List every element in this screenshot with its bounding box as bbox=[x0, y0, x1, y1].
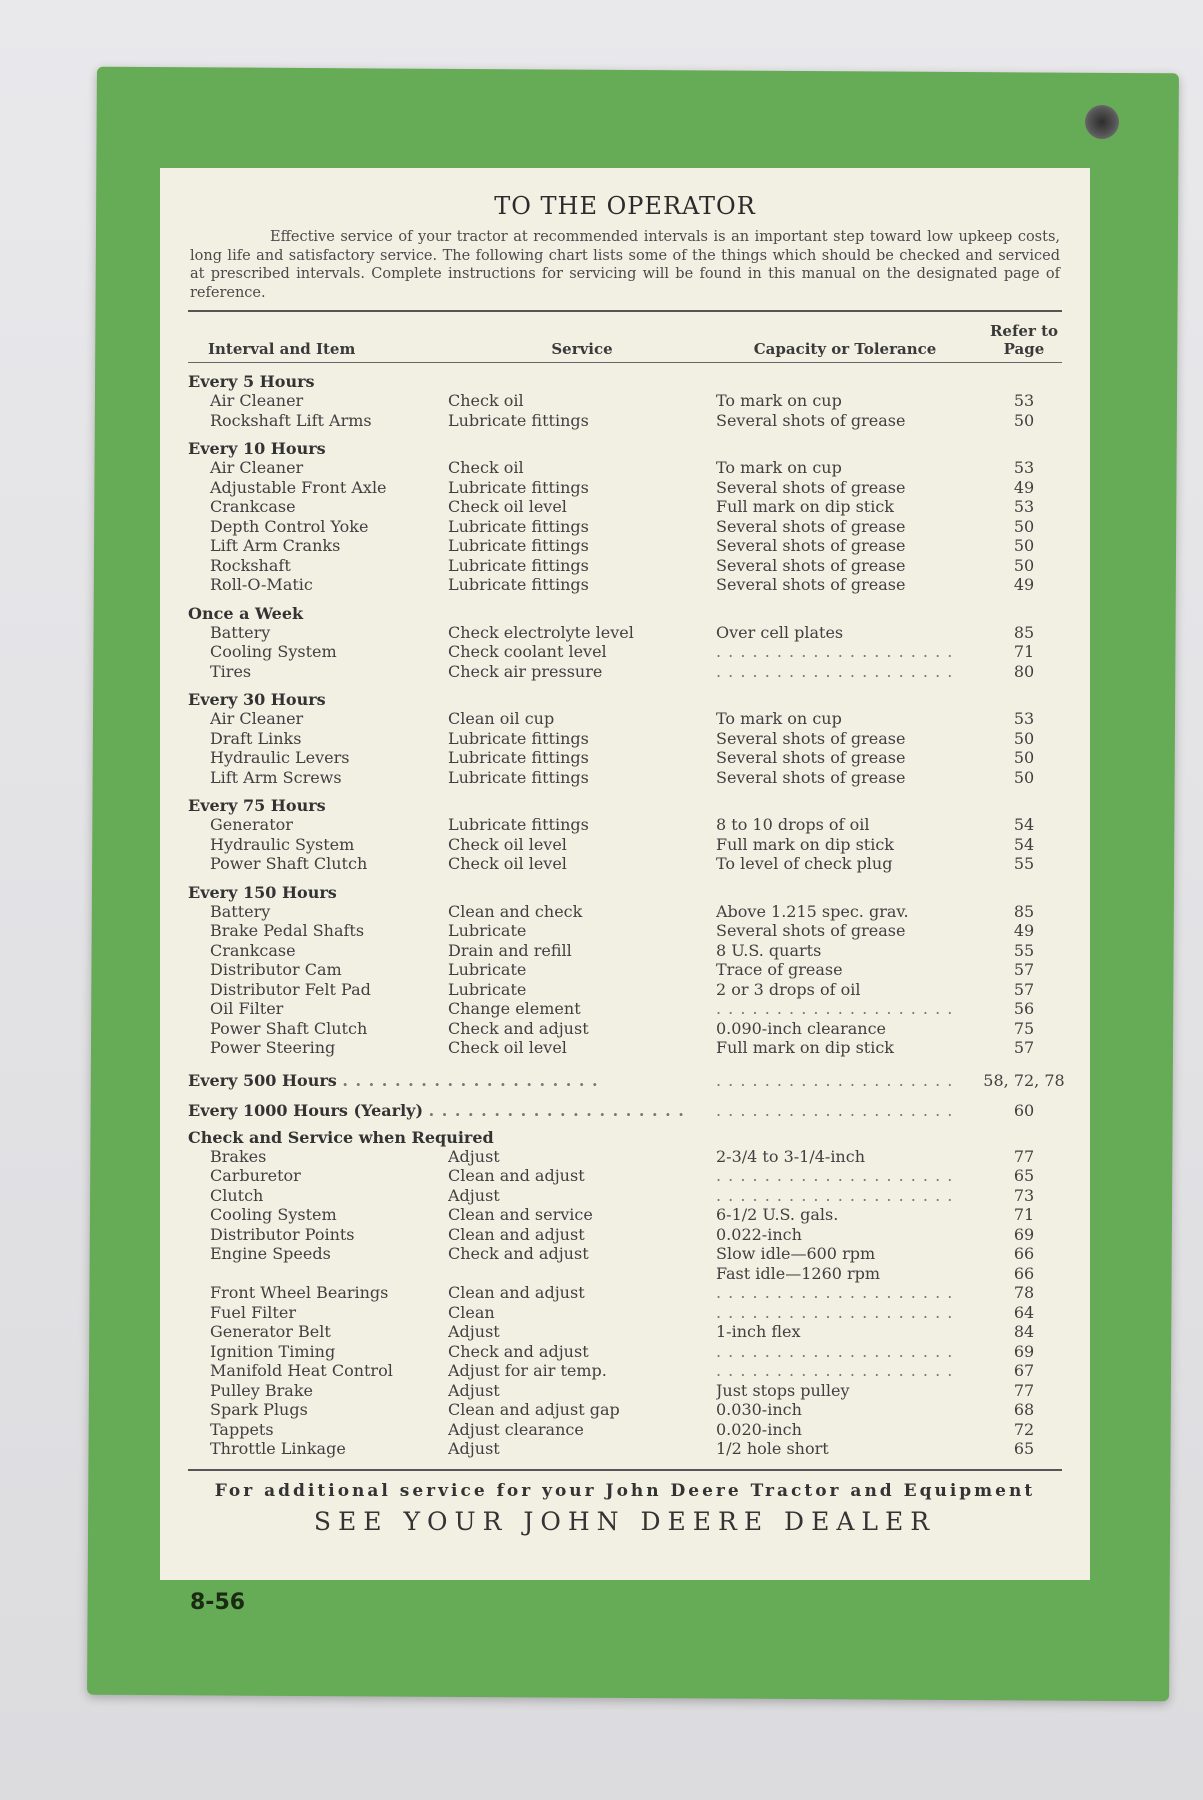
table-row bbox=[188, 1400, 1062, 1420]
every-1000-row bbox=[188, 1096, 1062, 1126]
table-row bbox=[188, 556, 1062, 576]
table-row bbox=[188, 835, 1062, 855]
row-item: Brake Pedal Shafts bbox=[210, 921, 365, 940]
table-row bbox=[188, 623, 1062, 643]
row-tolerance: To mark on cup bbox=[716, 458, 842, 477]
row-service: Drain and refill bbox=[448, 940, 572, 960]
every-1000-tolerance: . . . . . . . . . . . . . . . . . . . . bbox=[716, 1100, 954, 1120]
table-row bbox=[188, 642, 1062, 662]
row-service: Lubricate fittings bbox=[448, 555, 589, 575]
table-row bbox=[188, 1361, 1062, 1381]
row-item: Clutch bbox=[210, 1185, 264, 1205]
row-tolerance: Slow idle—600 rpm bbox=[716, 1244, 876, 1263]
row-service: Clean and adjust bbox=[448, 1166, 585, 1185]
table-row bbox=[188, 768, 1062, 788]
row-service: Clean and adjust gap bbox=[448, 1400, 620, 1419]
row-tolerance: 0.022-inch bbox=[716, 1224, 802, 1244]
table-row bbox=[188, 1381, 1062, 1401]
row-page: 77 bbox=[1013, 1380, 1035, 1400]
row-item: Generator bbox=[210, 815, 293, 834]
row-page: 50 bbox=[1013, 536, 1035, 555]
row-item: Rockshaft Lift Arms bbox=[210, 410, 372, 430]
every-500-label: Every 500 Hours . . . . . . . . . . . . . . . . . . . . bbox=[188, 1070, 599, 1090]
row-tolerance: Just stops pulley bbox=[716, 1380, 850, 1400]
table-row bbox=[188, 1186, 1062, 1206]
row-item: Front Wheel Bearings bbox=[210, 1283, 389, 1302]
table-row bbox=[188, 1038, 1062, 1058]
row-page: 71 bbox=[1013, 642, 1035, 661]
row-page: 53 bbox=[1013, 709, 1035, 728]
row-item: Lift Arm Screws bbox=[210, 767, 342, 787]
row-service: Check oil bbox=[448, 458, 524, 477]
row-item: Hydraulic Levers bbox=[210, 748, 350, 767]
row-service: Check oil level bbox=[448, 1038, 567, 1057]
row-tolerance: To mark on cup bbox=[716, 709, 842, 728]
row-tolerance: . . . . . . . . . . . . . . . . . . . . bbox=[716, 1185, 954, 1205]
row-item: Distributor Felt Pad bbox=[210, 979, 371, 999]
row-tolerance: 0.090-inch clearance bbox=[716, 1018, 886, 1038]
section-title: Every 5 Hours bbox=[188, 372, 315, 391]
row-service: Clean bbox=[448, 1302, 495, 1322]
header-page: Refer to Page bbox=[989, 322, 1059, 358]
row-service: Lubricate fittings bbox=[448, 748, 589, 767]
row-tolerance: 2-3/4 to 3-1/4-inch bbox=[716, 1146, 865, 1166]
table-row bbox=[188, 458, 1062, 478]
row-tolerance: 2 or 3 drops of oil bbox=[716, 979, 861, 999]
interval-section bbox=[188, 796, 1062, 874]
table-row bbox=[188, 536, 1062, 556]
table-row bbox=[188, 517, 1062, 537]
table-row bbox=[188, 1420, 1062, 1440]
row-page: 49 bbox=[1013, 575, 1035, 594]
table-row bbox=[188, 902, 1062, 922]
row-item: Ignition Timing bbox=[210, 1341, 336, 1361]
row-tolerance: Several shots of grease bbox=[716, 516, 906, 536]
table-row bbox=[188, 1439, 1062, 1459]
row-item: Carburetor bbox=[210, 1166, 301, 1185]
row-tolerance: Several shots of grease bbox=[716, 748, 906, 767]
row-item: Adjustable Front Axle bbox=[210, 477, 387, 497]
table-header bbox=[188, 312, 1062, 362]
row-page: 85 bbox=[1013, 622, 1035, 642]
section-required bbox=[188, 1128, 1062, 1459]
row-service: Lubricate fittings bbox=[448, 767, 589, 787]
row-item: Spark Plugs bbox=[210, 1400, 308, 1419]
required-rows bbox=[188, 1147, 1062, 1459]
row-page: 49 bbox=[1013, 477, 1035, 497]
section-title: Every 10 Hours bbox=[188, 439, 326, 458]
row-page: 77 bbox=[1013, 1146, 1035, 1166]
row-item: Oil Filter bbox=[210, 999, 284, 1018]
table-row bbox=[188, 941, 1062, 961]
row-tolerance: . . . . . . . . . . . . . . . . . . . . bbox=[716, 1302, 954, 1322]
table-row bbox=[188, 1205, 1062, 1225]
header-rule-bottom bbox=[188, 362, 1062, 363]
service-table bbox=[188, 372, 1065, 1459]
row-page: 53 bbox=[1013, 391, 1035, 410]
row-page: 53 bbox=[1013, 497, 1035, 516]
row-page: 85 bbox=[1013, 901, 1035, 921]
row-tolerance: Several shots of grease bbox=[716, 575, 906, 594]
row-item: Distributor Cam bbox=[210, 960, 342, 979]
header-service: Service bbox=[551, 340, 613, 358]
row-page: 64 bbox=[1013, 1302, 1035, 1322]
row-service: Change element bbox=[448, 999, 581, 1018]
cover-code: 8-56 bbox=[190, 1590, 246, 1615]
row-page: 50 bbox=[1013, 767, 1035, 787]
row-service: Lubricate bbox=[448, 960, 527, 979]
row-page: 56 bbox=[1013, 999, 1035, 1018]
row-service: Check oil level bbox=[448, 497, 567, 516]
table-row bbox=[188, 854, 1062, 874]
row-page: 54 bbox=[1013, 815, 1035, 834]
footer-additional-service: For additional service for your John Deere Tractor and Equipment bbox=[214, 1480, 1036, 1501]
every-500-page: 58, 72, 78 bbox=[983, 1070, 1065, 1090]
row-service: Clean oil cup bbox=[448, 709, 555, 728]
table-row bbox=[188, 497, 1062, 517]
table-row bbox=[188, 815, 1062, 835]
row-tolerance: . . . . . . . . . . . . . . . . . . . . bbox=[716, 1341, 954, 1361]
header-capacity: Capacity or Tolerance bbox=[753, 340, 937, 358]
row-tolerance: . . . . . . . . . . . . . . . . . . . . bbox=[716, 661, 954, 681]
row-item: Crankcase bbox=[210, 940, 296, 960]
table-row bbox=[188, 1019, 1062, 1039]
row-page: 57 bbox=[1013, 979, 1035, 999]
interval-section bbox=[188, 604, 1062, 682]
row-page: 65 bbox=[1013, 1439, 1035, 1458]
row-tolerance: To level of check plug bbox=[716, 854, 893, 873]
row-page: 54 bbox=[1013, 834, 1035, 854]
row-service: Lubricate fittings bbox=[448, 477, 589, 497]
section-title: Every 30 Hours bbox=[188, 690, 326, 709]
row-item: Pulley Brake bbox=[210, 1380, 314, 1400]
row-page: 50 bbox=[1013, 410, 1035, 430]
row-service: Lubricate fittings bbox=[448, 575, 589, 594]
row-page: 73 bbox=[1013, 1185, 1035, 1205]
row-service: Clean and check bbox=[448, 901, 583, 921]
row-tolerance: 0.030-inch bbox=[716, 1400, 802, 1419]
section-title: Check and Service when Required bbox=[188, 1127, 494, 1147]
table-row bbox=[188, 748, 1062, 768]
table-row bbox=[188, 662, 1062, 682]
table-row bbox=[188, 1244, 1062, 1264]
section-title: Every 150 Hours bbox=[188, 882, 337, 902]
row-tolerance: Several shots of grease bbox=[716, 555, 906, 575]
row-page: 57 bbox=[1013, 960, 1035, 979]
section-title: Once a Week bbox=[188, 603, 304, 623]
row-tolerance: Full mark on dip stick bbox=[716, 834, 894, 854]
row-item: Air Cleaner bbox=[210, 458, 304, 477]
table-row bbox=[188, 575, 1062, 595]
row-tolerance: Full mark on dip stick bbox=[716, 1038, 894, 1057]
row-item: Power Steering bbox=[210, 1038, 336, 1057]
row-service: Check air pressure bbox=[448, 661, 603, 681]
row-page: 66 bbox=[1013, 1244, 1035, 1263]
row-service: Check coolant level bbox=[448, 642, 607, 661]
row-item: Brakes bbox=[210, 1146, 267, 1166]
row-page: 55 bbox=[1013, 940, 1035, 960]
row-tolerance: Trace of grease bbox=[716, 960, 843, 979]
row-item: Throttle Linkage bbox=[210, 1439, 346, 1458]
table-row bbox=[188, 1303, 1062, 1323]
row-item: Lift Arm Cranks bbox=[210, 536, 341, 555]
interval-sections bbox=[188, 372, 1062, 1058]
every-500-tolerance: . . . . . . . . . . . . . . . . . . . . bbox=[716, 1070, 954, 1090]
row-item: Draft Links bbox=[210, 728, 302, 748]
row-tolerance: . . . . . . . . . . . . . . . . . . . . bbox=[716, 1361, 954, 1380]
row-page: 84 bbox=[1013, 1322, 1035, 1341]
row-service: Adjust clearance bbox=[448, 1419, 584, 1439]
row-tolerance: Several shots of grease bbox=[716, 767, 906, 787]
row-service: Check oil level bbox=[448, 834, 567, 854]
table-row bbox=[188, 709, 1062, 729]
row-item: Rockshaft bbox=[210, 555, 291, 575]
row-item: Engine Speeds bbox=[210, 1244, 331, 1263]
row-service: Check oil bbox=[448, 391, 524, 410]
table-row bbox=[188, 960, 1062, 980]
table-row bbox=[188, 478, 1062, 498]
row-service: Clean and adjust bbox=[448, 1224, 585, 1244]
row-page: 53 bbox=[1013, 458, 1035, 477]
row-item: Tappets bbox=[210, 1419, 274, 1439]
row-item: Hydraulic System bbox=[210, 834, 355, 854]
row-service: Check electrolyte level bbox=[448, 622, 634, 642]
footer-rule bbox=[188, 1469, 1062, 1471]
row-tolerance: . . . . . . . . . . . . . . . . . . . . bbox=[716, 642, 954, 661]
every-1000-label: Every 1000 Hours (Yearly) . . . . . . . . . . . . . . . . . . . . bbox=[188, 1100, 685, 1120]
row-item: Air Cleaner bbox=[210, 391, 304, 410]
row-item: Fuel Filter bbox=[210, 1302, 296, 1322]
row-tolerance: Above 1.215 spec. grav. bbox=[716, 901, 909, 921]
row-item: Roll-O-Matic bbox=[210, 575, 313, 594]
interval-section bbox=[188, 883, 1062, 1058]
row-service: Lubricate fittings bbox=[448, 815, 589, 834]
row-tolerance: 0.020-inch bbox=[716, 1419, 802, 1439]
service-chart-page bbox=[160, 168, 1090, 1580]
interval-section bbox=[188, 439, 1062, 595]
row-tolerance: Several shots of grease bbox=[716, 921, 906, 940]
interval-section bbox=[188, 372, 1062, 430]
every-1000-page: 60 bbox=[1013, 1100, 1035, 1120]
table-row bbox=[188, 729, 1062, 749]
row-service: Adjust for air temp. bbox=[448, 1361, 607, 1380]
row-tolerance: Several shots of grease bbox=[716, 536, 906, 555]
row-service: Clean and adjust bbox=[448, 1283, 585, 1302]
row-item: Battery bbox=[210, 622, 271, 642]
row-item: Generator Belt bbox=[210, 1322, 331, 1341]
row-service: Check and adjust bbox=[448, 1244, 589, 1263]
row-item: Tires bbox=[210, 661, 252, 681]
row-tolerance: 1/2 hole short bbox=[716, 1439, 829, 1458]
row-page: 49 bbox=[1013, 921, 1035, 940]
table-row bbox=[188, 1166, 1062, 1186]
row-page: 69 bbox=[1013, 1224, 1035, 1244]
table-row bbox=[188, 921, 1062, 941]
row-tolerance: Several shots of grease bbox=[716, 477, 906, 497]
row-tolerance: . . . . . . . . . . . . . . . . . . . . bbox=[716, 1166, 954, 1185]
row-tolerance: 8 to 10 drops of oil bbox=[716, 815, 870, 834]
row-tolerance: 6-1/2 U.S. gals. bbox=[716, 1205, 839, 1224]
table-row bbox=[188, 1225, 1062, 1245]
table-row bbox=[188, 391, 1062, 411]
row-page: 80 bbox=[1013, 661, 1035, 681]
row-service: Lubricate bbox=[448, 921, 527, 940]
row-page: 65 bbox=[1013, 1166, 1035, 1185]
table-row bbox=[188, 999, 1062, 1019]
row-page: 50 bbox=[1013, 555, 1035, 575]
row-page: 72 bbox=[1013, 1419, 1035, 1439]
row-item: Cooling System bbox=[210, 1205, 337, 1224]
row-page: 50 bbox=[1013, 748, 1035, 767]
row-tolerance: 1-inch flex bbox=[716, 1322, 801, 1341]
row-page: 50 bbox=[1013, 728, 1035, 748]
row-page: 67 bbox=[1013, 1361, 1035, 1380]
row-page: 69 bbox=[1013, 1341, 1035, 1361]
row-item: Manifold Heat Control bbox=[210, 1361, 393, 1380]
row-tolerance: 8 U.S. quarts bbox=[716, 940, 822, 960]
interval-section bbox=[188, 690, 1062, 787]
header-interval: Interval and Item bbox=[208, 340, 356, 358]
row-service: Check and adjust bbox=[448, 1341, 589, 1361]
row-service: Adjust bbox=[448, 1322, 500, 1341]
row-page: 55 bbox=[1013, 854, 1035, 873]
row-item: Distributor Points bbox=[210, 1224, 355, 1244]
row-tolerance: Several shots of grease bbox=[716, 410, 906, 430]
row-tolerance: To mark on cup bbox=[716, 391, 842, 410]
row-service: Clean and service bbox=[448, 1205, 593, 1224]
row-tolerance: . . . . . . . . . . . . . . . . . . . . bbox=[716, 999, 954, 1018]
row-service: Lubricate fittings bbox=[448, 728, 589, 748]
row-page: 68 bbox=[1013, 1400, 1035, 1419]
row-item: Air Cleaner bbox=[210, 709, 304, 728]
table-row bbox=[188, 1264, 1062, 1284]
row-page: 50 bbox=[1013, 516, 1035, 536]
row-item: Power Shaft Clutch bbox=[210, 854, 368, 873]
table-row bbox=[188, 1283, 1062, 1303]
row-item: Battery bbox=[210, 901, 271, 921]
footer-dealer: SEE YOUR JOHN DEERE DEALER bbox=[313, 1506, 937, 1536]
table-row bbox=[188, 1147, 1062, 1167]
row-service: Check and adjust bbox=[448, 1018, 589, 1038]
row-tolerance: Over cell plates bbox=[716, 622, 844, 642]
row-service: Adjust bbox=[448, 1439, 500, 1458]
row-item: Cooling System bbox=[210, 642, 337, 661]
row-page: 71 bbox=[1013, 1205, 1035, 1224]
page-title: TO THE OPERATOR bbox=[494, 192, 756, 220]
section-title: Every 75 Hours bbox=[188, 796, 326, 815]
row-service: Check oil level bbox=[448, 854, 567, 873]
row-page: 66 bbox=[1013, 1263, 1035, 1283]
row-tolerance: Full mark on dip stick bbox=[716, 497, 894, 516]
row-service: Adjust bbox=[448, 1185, 500, 1205]
every-500-row bbox=[188, 1066, 1065, 1096]
row-service: Lubricate fittings bbox=[448, 410, 589, 430]
row-service: Adjust bbox=[448, 1146, 500, 1166]
row-item: Crankcase bbox=[210, 497, 296, 516]
row-tolerance: . . . . . . . . . . . . . . . . . . . . bbox=[716, 1283, 954, 1302]
row-item: Depth Control Yoke bbox=[210, 516, 369, 536]
row-page: 57 bbox=[1013, 1038, 1035, 1057]
row-item: Power Shaft Clutch bbox=[210, 1018, 368, 1038]
table-row bbox=[188, 980, 1062, 1000]
row-page: 75 bbox=[1013, 1018, 1035, 1038]
row-tolerance: Fast idle—1260 rpm bbox=[716, 1263, 881, 1283]
binding-hole bbox=[1085, 105, 1119, 139]
row-service: Lubricate fittings bbox=[448, 536, 589, 555]
row-service: Lubricate bbox=[448, 979, 527, 999]
row-service bbox=[448, 1264, 716, 1284]
row-service: Lubricate fittings bbox=[448, 516, 589, 536]
intro-paragraph: Effective service of your tractor at recommended intervals is an important step toward low upkeep costs, long life and satisfactory service. The following chart lists some of the things which should be checked and serviced at prescribed intervals. Complete instructions for servicing will be found in this manual on the designated page of reference. bbox=[190, 229, 1060, 301]
row-page: 78 bbox=[1013, 1283, 1035, 1302]
row-tolerance: Several shots of grease bbox=[716, 728, 906, 748]
table-row bbox=[188, 411, 1062, 431]
table-row bbox=[188, 1342, 1062, 1362]
row-item bbox=[188, 1264, 448, 1284]
table-row bbox=[188, 1322, 1062, 1342]
row-service: Adjust bbox=[448, 1380, 500, 1400]
